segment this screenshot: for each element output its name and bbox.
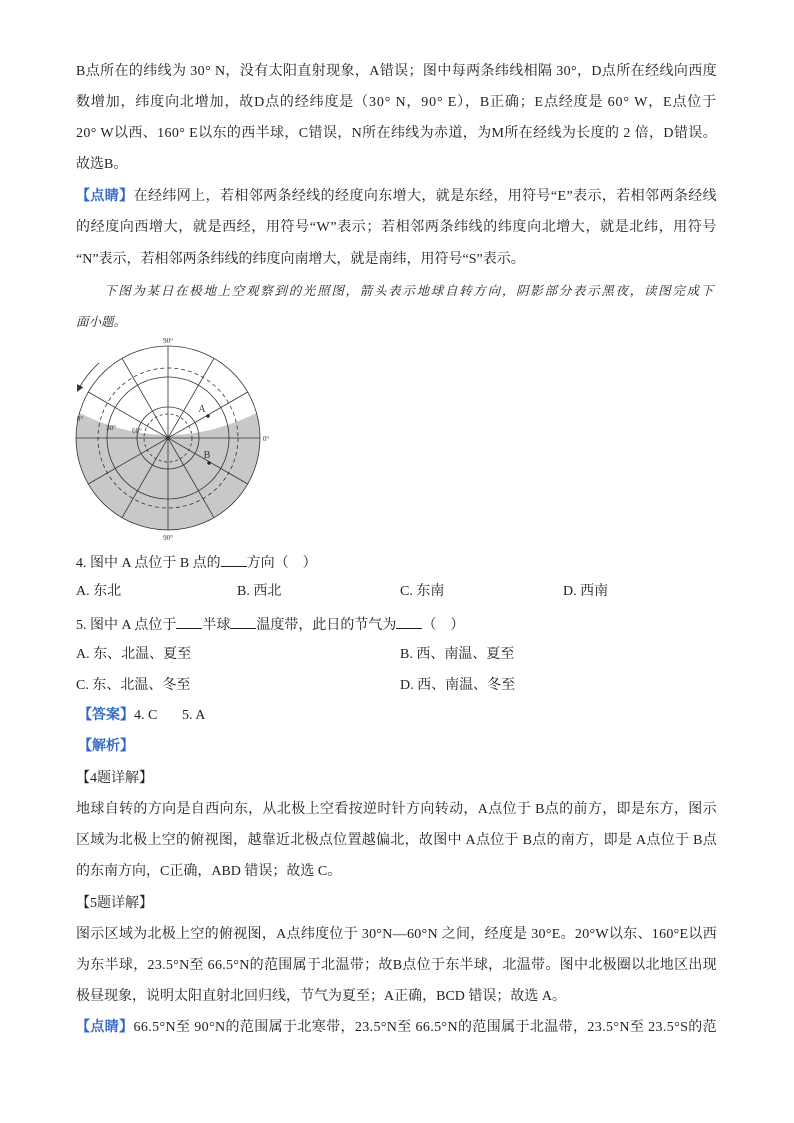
tip-line: “N”表示，若相邻两条纬线的纬度向南增大，就是南纬，用符号“S”表示。 (76, 252, 525, 267)
answer-blank (176, 613, 202, 629)
question-5-text: 5. 图中 A 点位于 (76, 618, 177, 633)
detail-5-title: 【5题详解】 (76, 896, 153, 911)
detail-4-line: 的东南方向，C正确，ABD 错误；故选 C。 (76, 864, 342, 879)
detail-5-line: 图示区域为北极上空的俯视图，A点纬度位于 30°N—60°N 之间，经度是 30°E。20°W以东、160°E以西 (76, 927, 717, 942)
point-a-label: A (198, 404, 206, 415)
answer-blank (221, 551, 247, 567)
question-4-text: 方向（ ） (246, 556, 317, 571)
polar-illumination-diagram (66, 334, 280, 545)
label-lat-60: 60° (132, 427, 142, 435)
intro-line: 下图为某日在极地上空观察到的光照图，箭头表示地球自转方向，阴影部分表示黑夜，读图完成下 (104, 283, 715, 298)
detail-4-line: 区域为北极上空的俯视图，越靠近北极点位置越偏北，故图中 A点位于 B点的南方，即是 A点位于 B点 (76, 833, 717, 848)
explanation-line: 20° W以西、160° E以东的西半球，C错误，N所在纬线为赤道，为M所在经线为长度的 2 倍，D错误。 (76, 126, 717, 141)
option-d: D. 西南 (563, 584, 609, 599)
question-5-text: 半球 (202, 618, 231, 633)
label-right: 0° (262, 435, 270, 443)
explanation-line: 故选B。 (76, 157, 128, 172)
explanation-line: 数增加，纬度向北增加，故D点的经纬度是（30° N，90° E），B正确；E点经度是 60° W，E点位于 (76, 95, 717, 110)
detail-4-line: 地球自转的方向是自西向东，从北极上空看按逆时针方向转动，A点位于 B点的前方，即是东方，图示 (76, 802, 717, 817)
point-b-label: B (203, 450, 211, 461)
intro-line: 面小题。 (76, 314, 127, 329)
option-a: A. 东、北温、夏至 (76, 647, 192, 662)
option-a: A. 东北 (76, 584, 122, 599)
explanation-line: B点所在的纬线为 30° N，没有太阳直射现象，A错误；图中每两条纬线相隔 30°，D点所在经线向西度 (76, 64, 717, 79)
tip-text: 在经纬网上，若相邻两条经线的经度向东增大，就是东经，用符号“E”表示，若相邻两条经线 (133, 189, 718, 204)
point-b-dot (207, 461, 210, 464)
question-4-text: 4. 图中 A 点位于 B 点的 (76, 556, 221, 571)
tip-text: 66.5°N至 90°N的范围属于北寒带，23.5°N至 66.5°N的范围属于北温带，23.5°N至 23.5°S的范 (133, 1020, 718, 1035)
tip-end-line (76, 1018, 717, 1038)
answer-blank (230, 613, 256, 629)
label-left: 0° (76, 415, 84, 423)
question-5 (76, 613, 464, 633)
analysis-label: 【解析】 (78, 739, 134, 754)
answer-q5: 5. A (182, 708, 206, 723)
option-b: B. 西、南温、夏至 (400, 647, 515, 662)
detail-5-line: 为东半球，23.5°N至 66.5°N的范围属于北温带；故B点位于东半球，北温带。图中北极圈以北地区出现 (76, 958, 717, 973)
rotation-arrow-icon (78, 363, 99, 390)
tip-label: 【点睛】 (76, 1020, 134, 1035)
answer-line (78, 706, 157, 726)
tip-line: 的经度向西增大，就是西经，用符号“W”表示；若相邻两条纬线的纬度向北增大，就是北纬，用符号 (76, 220, 717, 235)
option-d: D. 西、南温、冬至 (400, 678, 516, 693)
tip-line (76, 187, 717, 207)
label-bottom: 90° (163, 534, 173, 542)
tip-label: 【点睛】 (76, 189, 134, 204)
label-top: 90° (163, 337, 173, 345)
answer-label: 【答案】 (78, 708, 134, 723)
question-4 (76, 551, 317, 571)
question-5-text: 温度带，此日的节气为 (256, 618, 397, 633)
detail-5-line: 极昼现象，说明太阳直射北回归线，节气为夏至；A正确，BCD 错误；故选 A。 (76, 989, 567, 1004)
answer-q4: 4. C (134, 708, 158, 723)
answer-blank (396, 613, 422, 629)
detail-4-title: 【4题详解】 (76, 771, 153, 786)
point-a-dot (206, 414, 209, 417)
question-5-text: （ ） (422, 618, 465, 633)
option-c: C. 东、北温、冬至 (76, 678, 191, 693)
option-c: C. 东南 (400, 584, 445, 599)
option-b: B. 西北 (237, 584, 282, 599)
label-lat-30: 30° (106, 424, 116, 432)
